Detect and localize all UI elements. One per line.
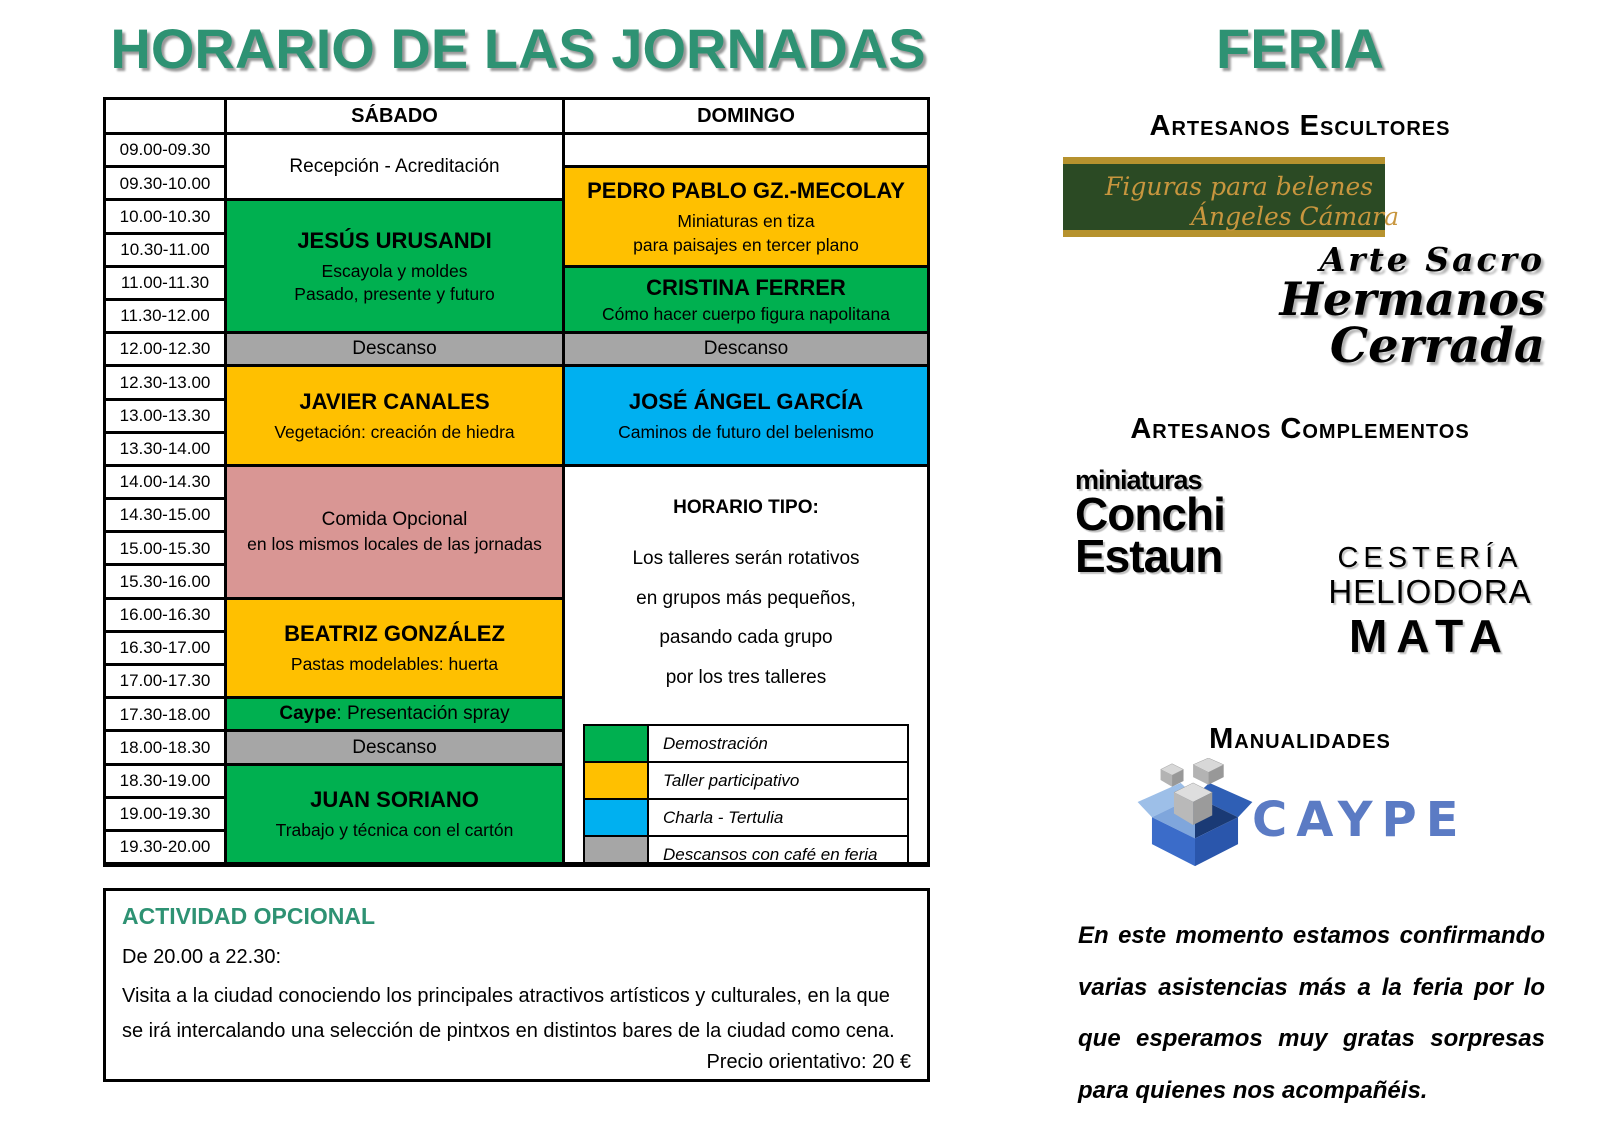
time-slot: 18.00-18.30 — [106, 732, 224, 762]
time-slot: 16.30-17.00 — [106, 633, 224, 663]
schedule-title: HORARIO DE LAS JORNADAS — [110, 17, 926, 80]
event-title: JESÚS URUSANDI — [297, 227, 492, 253]
logo-line: Cerrada — [1329, 318, 1545, 374]
event-descanso-sun: Descanso — [565, 334, 927, 364]
legend-label: Descansos con café en feria — [649, 837, 907, 862]
time-slot: 15.00-15.30 — [106, 533, 224, 563]
time-slot: 15.30-16.00 — [106, 566, 224, 596]
schedule-grid — [103, 97, 930, 867]
event-soriano — [227, 766, 562, 863]
event-line: Caminos de futuro del belenismo — [618, 422, 874, 443]
event-canales — [227, 367, 562, 464]
time-slot: 12.30-13.00 — [106, 367, 224, 397]
event-title: PEDRO PABLO GZ.-MECOLAY — [587, 178, 905, 204]
logo-line: HELIODORA — [1328, 573, 1532, 611]
optional-activity-title: ACTIVIDAD OPCIONAL — [122, 903, 375, 929]
event-descanso-sat-2: Descanso — [227, 732, 562, 762]
legend-swatch-charla — [585, 800, 647, 835]
logo-line: Conchi — [1075, 487, 1225, 540]
event-line: Escayola y moldes — [321, 261, 468, 282]
logo-line: Estaun — [1075, 530, 1223, 583]
horario-tipo-cell — [565, 467, 927, 862]
time-slot: 14.30-15.00 — [106, 500, 224, 530]
time-slot: 13.30-14.00 — [106, 434, 224, 464]
logo-line: CESTERÍA — [1337, 542, 1523, 574]
legend-label: Taller participativo — [649, 763, 907, 798]
event-title: JAVIER CANALES — [299, 388, 490, 414]
horario-tipo-line: en grupos más pequeños, — [636, 587, 856, 609]
event-caype-bold: Caype — [279, 703, 337, 725]
legend-label: Charla - Tertulia — [649, 800, 907, 835]
event-garcia — [565, 367, 927, 464]
legend-label: Demostración — [649, 726, 907, 761]
angeles-camara-banner — [1063, 157, 1400, 237]
event-title: BEATRIZ GONZÁLEZ — [284, 621, 505, 647]
time-slot: 11.30-12.00 — [106, 301, 224, 331]
event-comida — [227, 467, 562, 597]
time-slot: 18.30-19.00 — [106, 766, 224, 796]
legend-swatch-descansos — [585, 837, 647, 862]
time-slot: 19.30-20.00 — [106, 832, 224, 862]
event-line: Trabajo y técnica con el cartón — [275, 820, 514, 841]
color-legend — [583, 724, 909, 862]
time-slot: 17.30-18.00 — [106, 699, 224, 729]
day-header-saturday: SÁBADO — [227, 100, 562, 132]
optional-activity-price: Precio orientativo: 20 € — [706, 1051, 911, 1073]
event-ferrer — [565, 268, 927, 331]
time-slot: 09.30-10.00 — [106, 168, 224, 198]
logo-line: miniaturas — [1075, 465, 1202, 495]
caype-logo-text: CAYPE — [1252, 792, 1468, 848]
time-slot: 10.30-11.00 — [106, 235, 224, 265]
horario-tipo-line: por los tres talleres — [665, 667, 827, 689]
event-line: en los mismos locales de las jornadas — [247, 534, 542, 555]
corner-cell — [106, 100, 224, 132]
section-manualidades: Manualidades — [1209, 723, 1391, 755]
time-slot: 17.00-17.30 — [106, 666, 224, 696]
event-urusandi — [227, 201, 562, 331]
event-line: Vegetación: creación de hiedra — [274, 422, 515, 443]
optional-activity-box — [103, 888, 930, 1082]
event-line: Cómo hacer cuerpo figura napolitana — [602, 303, 890, 324]
time-slot: 09.00-09.30 — [106, 135, 224, 165]
day-header-sunday: DOMINGO — [565, 100, 927, 132]
event-title: Comida Opcional — [321, 509, 468, 531]
event-line: para paisajes en tercer plano — [633, 234, 859, 255]
time-slot: 16.00-16.30 — [106, 600, 224, 630]
logo-line: Arte Sacro — [1319, 240, 1545, 279]
horario-tipo-line: Los talleres serán rotativos — [632, 547, 860, 569]
feria-title: FERIA — [1216, 17, 1384, 80]
event-title: JOSÉ ÁNGEL GARCÍA — [628, 388, 864, 414]
banner-line: Ángeles Cámara — [1191, 202, 1400, 231]
event-mecolay — [565, 168, 927, 265]
hermanos-cerrada-logo — [1100, 240, 1545, 374]
section-artesanos-complementos: Artesanos Complementos — [1130, 413, 1470, 445]
legend-swatch-taller — [585, 763, 647, 798]
event-title: CRISTINA FERRER — [646, 275, 846, 301]
conchi-estaun-logo — [1075, 465, 1225, 583]
time-slot: 19.00-19.30 — [106, 799, 224, 829]
time-slot: 13.00-13.30 — [106, 401, 224, 431]
logo-line: Hermanos — [1279, 272, 1545, 326]
horario-tipo-title: HORARIO TIPO: — [673, 496, 819, 518]
event-caype-spray — [227, 699, 562, 729]
section-artesanos-escultores: Artesanos Escultores — [1149, 110, 1451, 142]
time-slot: 11.00-11.30 — [106, 268, 224, 298]
event-gonzalez — [227, 600, 562, 697]
event-line: Miniaturas en tiza — [677, 211, 815, 232]
legend-swatch-demostracion — [585, 726, 647, 761]
event-descanso-sat-1: Descanso — [227, 334, 562, 364]
event-empty-sunday — [565, 135, 927, 165]
caype-box-icon — [1135, 758, 1255, 868]
event-recepcion: Recepción - Acreditación — [227, 135, 562, 198]
feria-note: En este momento estamos confirmando varias asistencias más a la feria por lo que esperamos muy gratas sorpresas para quienes nos acompañéis. — [1078, 922, 1545, 1104]
heliodora-mata-logo — [1305, 542, 1555, 663]
event-title: JUAN SORIANO — [310, 787, 479, 813]
optional-activity-description: Visita a la ciudad conociendo los principales atractivos artísticos y culturales, en la que se irá intercalando una selección de pintxos en distintos bares de la ciudad como cena. — [122, 985, 895, 1042]
banner-line: Figuras para belenes — [1105, 172, 1374, 201]
time-slot: 12.00-12.30 — [106, 334, 224, 364]
time-slot: 14.00-14.30 — [106, 467, 224, 497]
event-line: Pastas modelables: huerta — [290, 654, 499, 675]
event-line: Pasado, presente y futuro — [294, 284, 495, 305]
logo-line: MATA — [1348, 610, 1512, 663]
horario-tipo-line: pasando cada grupo — [659, 627, 833, 649]
event-caype-rest: : Presentación spray — [336, 703, 510, 725]
optional-activity-time: De 20.00 a 22.30: — [122, 946, 282, 968]
time-slot: 10.00-10.30 — [106, 201, 224, 231]
